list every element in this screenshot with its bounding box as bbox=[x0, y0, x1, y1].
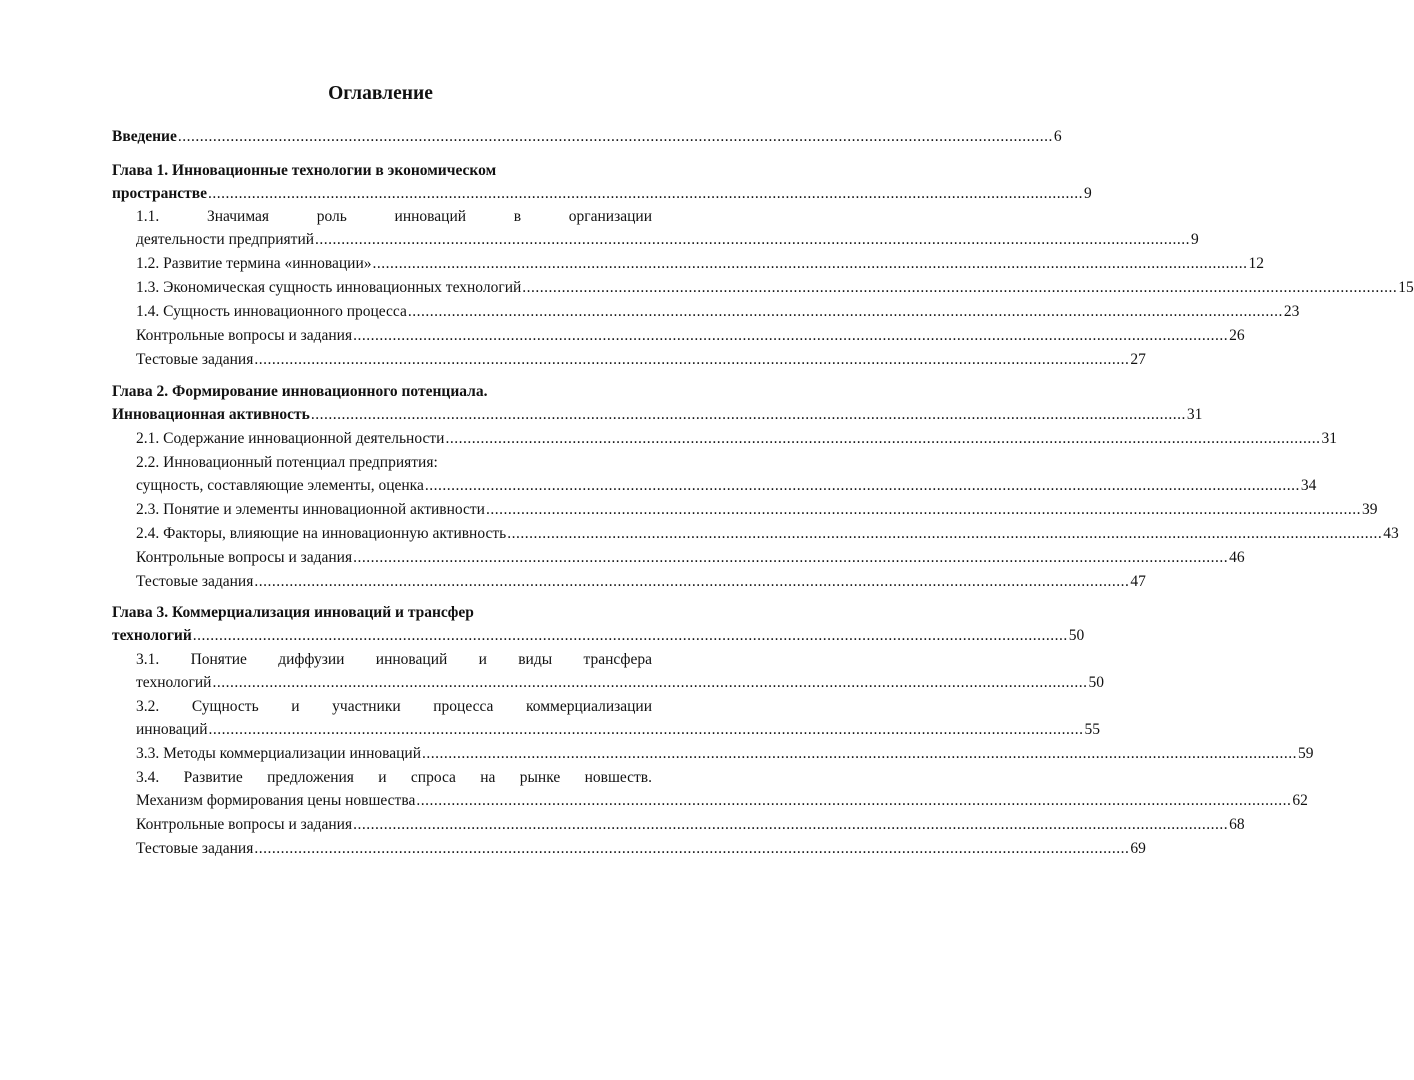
toc-entry-section-2-2 bbox=[136, 473, 1317, 498]
leader-dots: ........................................................................................................................................................................................................ bbox=[407, 303, 1283, 320]
chapter-2-title-line1: Глава 2. Формирование инновационного потенциала. bbox=[112, 383, 488, 400]
toc-page-number: 43 bbox=[1383, 525, 1399, 542]
leader-dots: ........................................................................................................................................................................................................ bbox=[353, 549, 1229, 566]
toc-page-number: 31 bbox=[1186, 406, 1203, 423]
toc-entry-text: 1.4. Сущность инновационного процесса bbox=[136, 303, 407, 320]
leader-dots: ........................................................................................................................................................................................................ bbox=[254, 351, 1130, 368]
toc-page-number: 6 bbox=[1053, 128, 1062, 145]
toc-page-number: 47 bbox=[1130, 573, 1146, 590]
toc-entry-text: технологий bbox=[112, 627, 192, 644]
toc-entry-tests-3 bbox=[136, 836, 1146, 861]
leader-dots: ........................................................................................................................................................................................................ bbox=[353, 327, 1229, 344]
toc-page-number: 15 bbox=[1398, 279, 1414, 296]
chapter-3-title-line1: Глава 3. Коммерциализация инноваций и трансфер bbox=[112, 604, 474, 621]
toc-entry-section-3-3 bbox=[136, 741, 1314, 766]
toc-page-number: 23 bbox=[1283, 303, 1300, 320]
toc-entry-review-questions-2 bbox=[136, 545, 1245, 570]
toc-entry-review-questions-1 bbox=[136, 323, 1245, 348]
toc-entry-text: 2.3. Понятие и элементы инновационной активности bbox=[136, 501, 485, 518]
toc-entry-text: 2.1. Содержание инновационной деятельности bbox=[136, 430, 445, 447]
toc-page-number: 46 bbox=[1229, 549, 1245, 566]
toc-entry-text: Контрольные вопросы и задания bbox=[136, 327, 353, 344]
toc-entry-chapter-1 bbox=[112, 181, 1092, 206]
leader-dots: ........................................................................................................................................................................................................ bbox=[315, 231, 1191, 248]
leader-dots: ........................................................................................................................................................................................................ bbox=[522, 279, 1398, 296]
page-title: Оглавление bbox=[328, 83, 433, 104]
toc-entry-text: Механизм формирования цены новшества bbox=[136, 792, 416, 809]
leader-dots: ........................................................................................................................................................................................................ bbox=[177, 128, 1053, 145]
leader-dots: ........................................................................................................................................................................................................ bbox=[507, 525, 1383, 542]
toc-entry-section-2-4 bbox=[136, 521, 1399, 546]
toc-page-number: 50 bbox=[1068, 627, 1085, 644]
toc-entry-section-2-1 bbox=[136, 426, 1337, 451]
toc-entry-text: технологий bbox=[136, 674, 212, 691]
leader-dots: ........................................................................................................................................................................................................ bbox=[212, 674, 1088, 691]
toc-entry-section-3-2 bbox=[136, 717, 1101, 742]
toc-entry-text: 3.3. Методы коммерциализации инноваций bbox=[136, 745, 421, 762]
toc-entry-section-2-3 bbox=[136, 497, 1378, 522]
toc-page-number: 9 bbox=[1084, 185, 1092, 202]
section-3-1-line1: 3.1. Понятие диффузии инноваций и виды трансфера bbox=[136, 651, 652, 668]
toc-entry-section-3-1 bbox=[136, 670, 1104, 695]
toc-entry-section-1-1 bbox=[136, 227, 1199, 252]
leader-dots: ........................................................................................................................................................................................................ bbox=[353, 816, 1229, 833]
leader-dots: ........................................................................................................................................................................................................ bbox=[372, 255, 1248, 272]
toc-entry-tests-2 bbox=[136, 569, 1146, 594]
toc-page-number: 62 bbox=[1292, 792, 1308, 809]
toc-entry-text: инноваций bbox=[136, 721, 208, 738]
toc-entry-text: сущность, составляющие элементы, оценка bbox=[136, 477, 424, 494]
section-3-4-line1: 3.4. Развитие предложения и спроса на рынке новшеств. bbox=[136, 769, 652, 786]
toc-entry-text: Тестовые задания bbox=[136, 351, 254, 368]
toc-entry-section-1-2 bbox=[136, 251, 1265, 276]
leader-dots: ........................................................................................................................................................................................................ bbox=[422, 745, 1297, 762]
toc-entry-chapter-2 bbox=[112, 402, 1203, 427]
toc-entry-chapter-3 bbox=[112, 623, 1085, 648]
leader-dots: ........................................................................................................................................................................................................ bbox=[254, 840, 1130, 857]
leader-dots: ........................................................................................................................................................................................................ bbox=[485, 501, 1361, 518]
toc-page-number: 68 bbox=[1229, 816, 1245, 833]
toc-entry-text: пространстве bbox=[112, 185, 208, 202]
section-2-2-line1: 2.2. Инновационный потенциал предприятия: bbox=[136, 454, 438, 471]
leader-dots: ........................................................................................................................................................................................................ bbox=[445, 430, 1321, 447]
toc-page-number: 55 bbox=[1084, 721, 1101, 738]
toc-entry-text: Введение bbox=[112, 128, 177, 145]
toc-entry-section-1-4 bbox=[136, 299, 1300, 324]
leader-dots: ........................................................................................................................................................................................................ bbox=[416, 792, 1292, 809]
toc-entry-text: 1.2. Развитие термина «инновации» bbox=[136, 255, 372, 272]
toc-entry-tests-1 bbox=[136, 347, 1146, 372]
toc-page-number: 12 bbox=[1248, 255, 1265, 272]
toc-entry-text: 2.4. Факторы, влияющие на инновационную активность bbox=[136, 525, 507, 542]
toc-entry-text: деятельности предприятий bbox=[136, 231, 315, 248]
toc-entry-text: Контрольные вопросы и задания bbox=[136, 549, 353, 566]
leader-dots: ........................................................................................................................................................................................................ bbox=[310, 406, 1186, 423]
toc-entry-section-3-4 bbox=[136, 788, 1308, 813]
leader-dots: ........................................................................................................................................................................................................ bbox=[424, 477, 1300, 494]
toc-entry-intro bbox=[112, 124, 1062, 149]
section-1-1-line1: 1.1. Значимая роль инноваций в организации bbox=[136, 208, 652, 225]
toc-entry-text: Инновационная активность bbox=[112, 406, 310, 423]
toc-page-number: 59 bbox=[1298, 745, 1314, 762]
leader-dots: ........................................................................................................................................................................................................ bbox=[192, 627, 1068, 644]
toc-entry-review-questions-3 bbox=[136, 812, 1245, 837]
leader-dots: ........................................................................................................................................................................................................ bbox=[208, 721, 1084, 738]
toc-entry-section-1-3 bbox=[136, 275, 1414, 300]
toc-page-number: 50 bbox=[1088, 674, 1104, 691]
toc-page-number: 27 bbox=[1130, 351, 1146, 368]
toc-entry-text: Тестовые задания bbox=[136, 840, 254, 857]
chapter-1-title-line1: Глава 1. Инновационные технологии в экономическом bbox=[112, 162, 497, 179]
section-3-2-line1: 3.2. Сущность и участники процесса коммерциализации bbox=[136, 698, 652, 715]
toc-page-number: 34 bbox=[1300, 477, 1317, 494]
toc-page-number: 26 bbox=[1229, 327, 1245, 344]
toc-entry-text: Контрольные вопросы и задания bbox=[136, 816, 353, 833]
toc-page-number: 9 bbox=[1191, 231, 1199, 248]
leader-dots: ........................................................................................................................................................................................................ bbox=[208, 185, 1084, 202]
toc-page-number: 31 bbox=[1321, 430, 1337, 447]
leader-dots: ........................................................................................................................................................................................................ bbox=[254, 573, 1130, 590]
toc-page-number: 69 bbox=[1130, 840, 1146, 857]
toc-entry-text: 1.3. Экономическая сущность инновационных технологий bbox=[136, 279, 522, 296]
toc-entry-text: Тестовые задания bbox=[136, 573, 254, 590]
toc-page-number: 39 bbox=[1361, 501, 1378, 518]
